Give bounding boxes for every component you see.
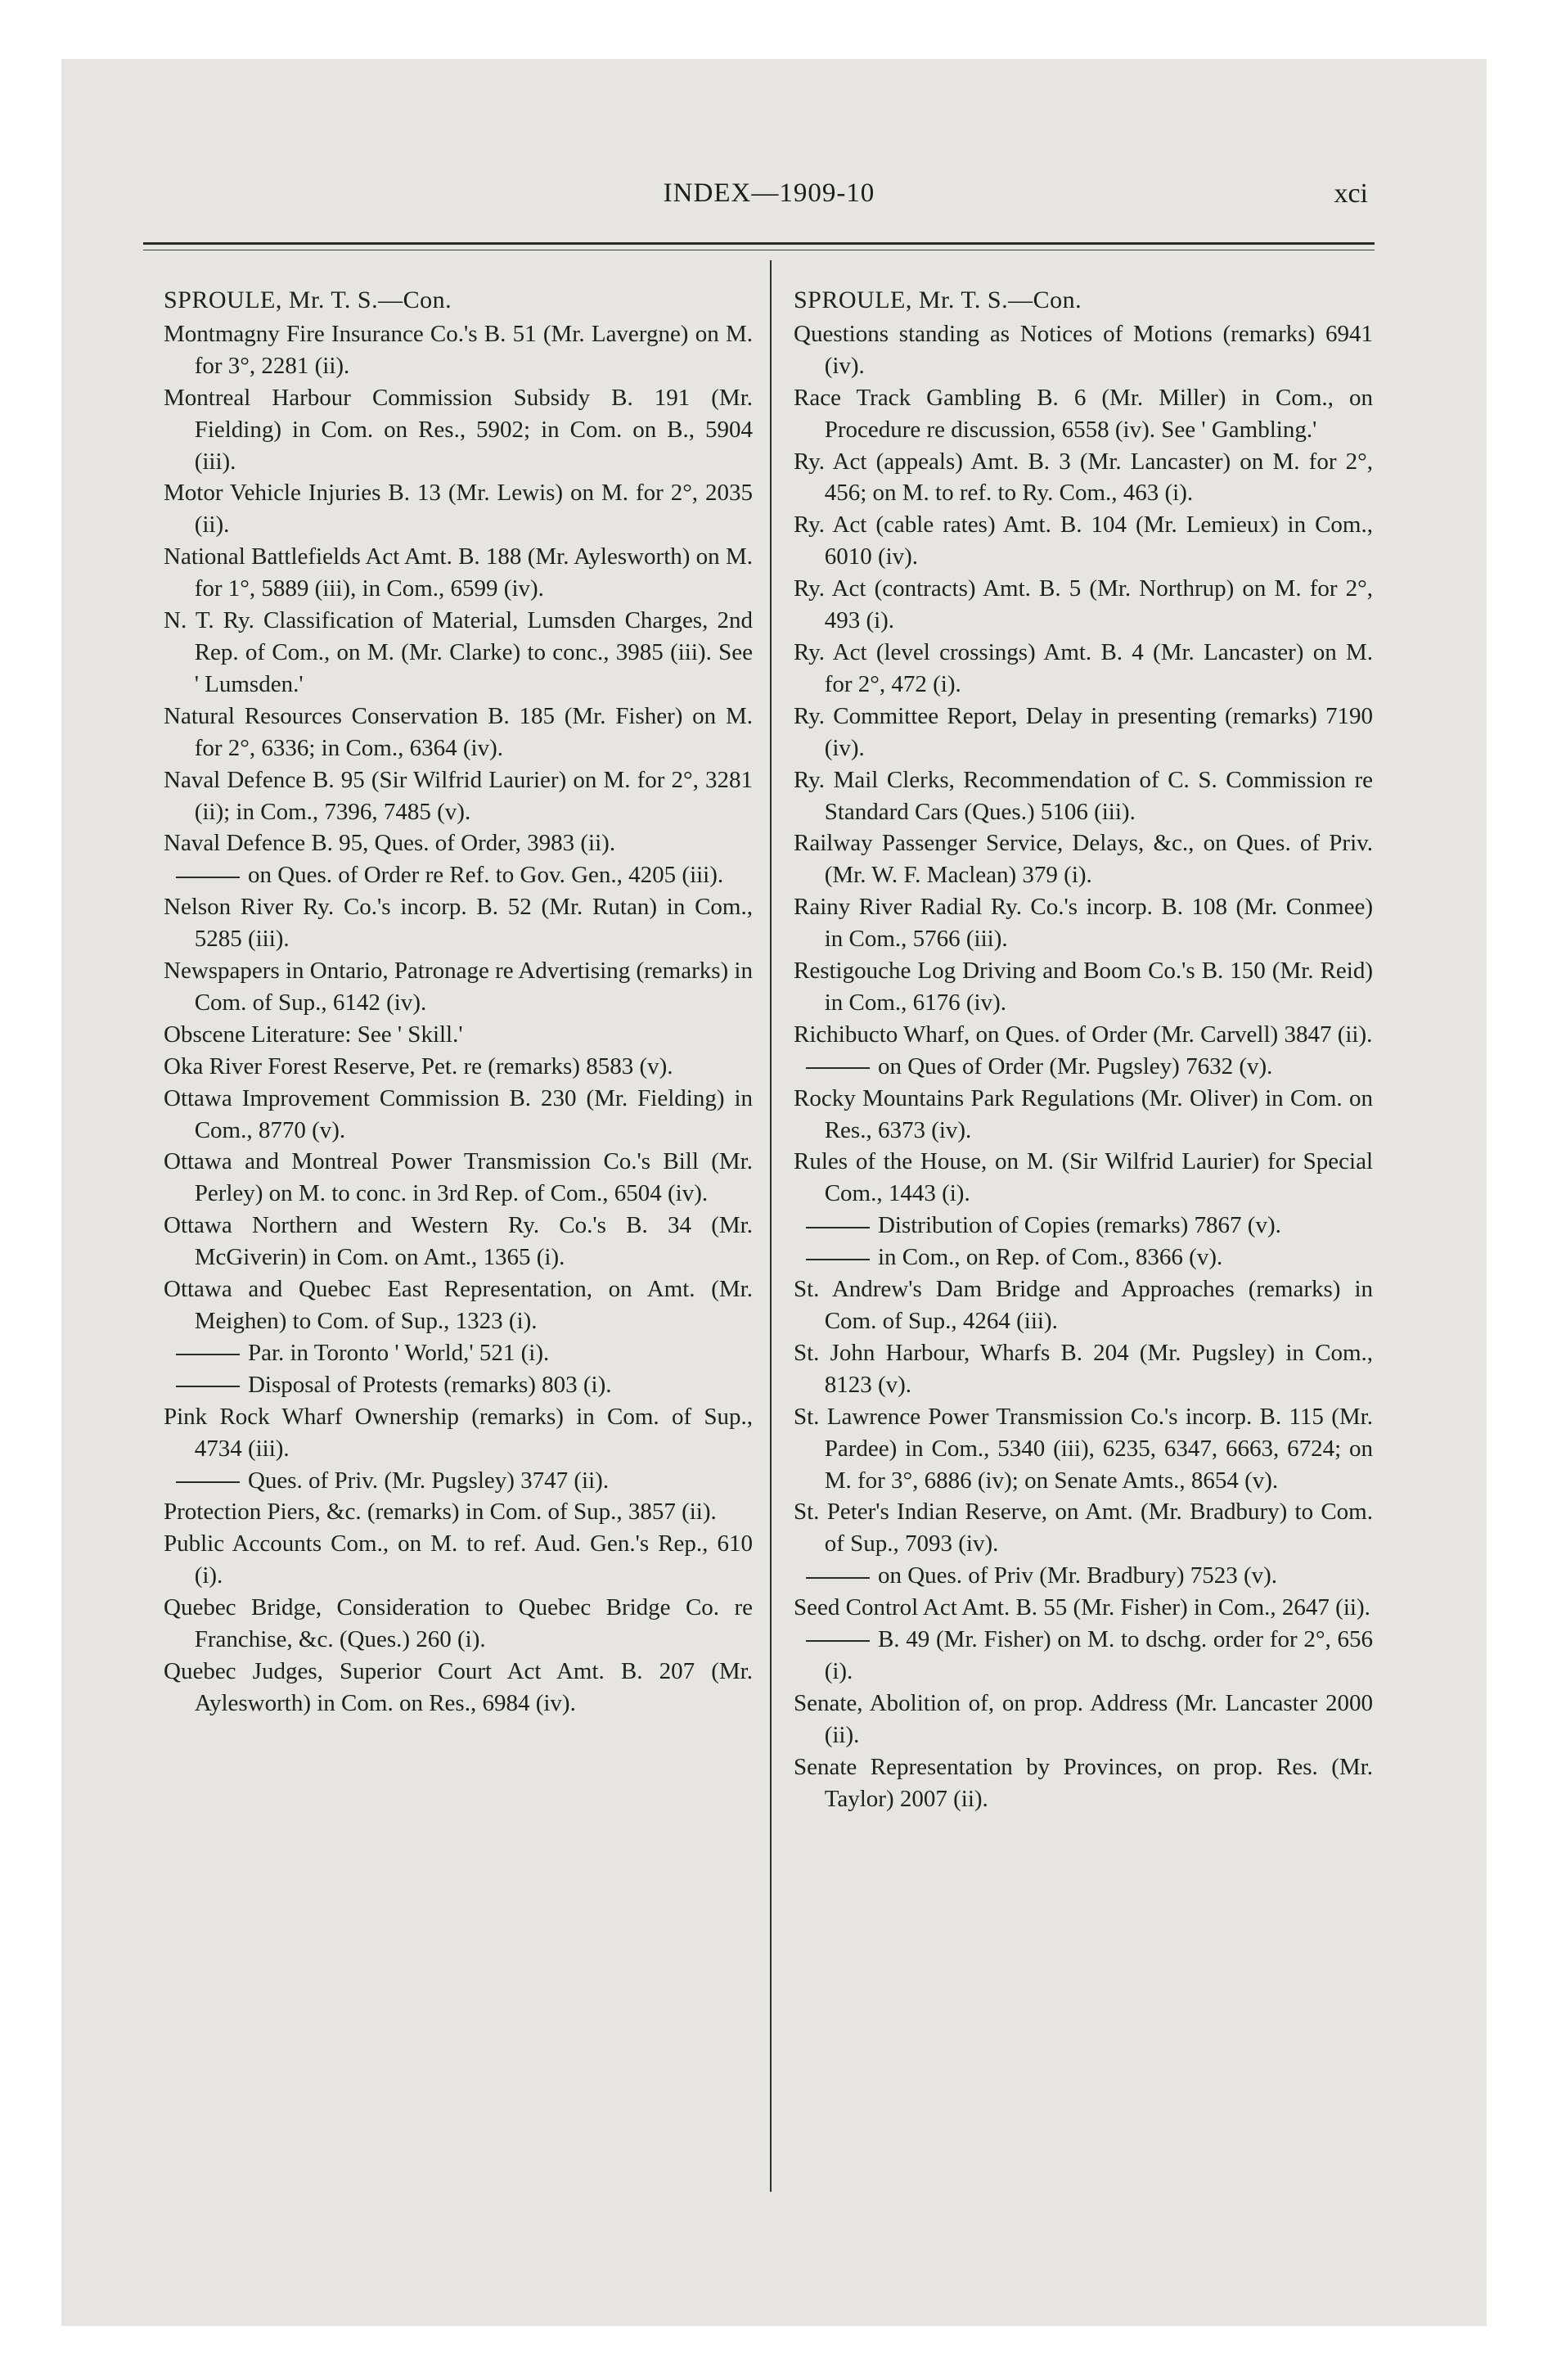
subentry-text: Par. in Toronto ' World,' 521 (i). xyxy=(247,1339,550,1366)
index-entry: Newspapers in Ontario, Patronage re Advertising (remarks) in Com. of Sup., 6142 (iv). xyxy=(164,958,753,1016)
index-entry: Protection Piers, &c. (remarks) in Com. of Sup., 3857 (ii). xyxy=(164,1499,717,1526)
continuation-dash xyxy=(176,1354,240,1355)
column-heading: SPROULE, Mr. T. S.—Con. xyxy=(794,286,1082,313)
index-entry: Ottawa and Montreal Power Transmission Co.'s Bill (Mr. Perley) on M. to conc. in 3rd Rep. of Com., 6504 (iv). xyxy=(164,1148,753,1207)
index-subentry xyxy=(164,859,753,891)
page-number: xci xyxy=(1334,178,1368,209)
subentry-text: on Ques. of Priv (Mr. Bradbury) 7523 (v). xyxy=(877,1562,1278,1589)
index-entry: Seed Control Act Amt. B. 55 (Mr. Fisher) in Com., 2647 (ii). xyxy=(794,1594,1370,1621)
index-entry: Ry. Act (contracts) Amt. B. 5 (Mr. Northrup) on M. for 2°, 493 (i). xyxy=(794,575,1373,634)
index-subentry xyxy=(164,1337,753,1369)
index-entry: Ry. Act (appeals) Amt. B. 3 (Mr. Lancaster) on M. for 2°, 456; on M. to ref. to Ry. Com., 463 (i). xyxy=(794,448,1373,507)
continuation-dash xyxy=(806,1227,870,1228)
continuation-dash xyxy=(176,1386,240,1387)
index-entry: Ry. Mail Clerks, Recommendation of C. S. Commission re Standard Cars (Ques.) 5106 (iii). xyxy=(794,766,1373,825)
index-entry: Race Track Gambling B. 6 (Mr. Miller) in Com., on Procedure re discussion, 6558 (iv). See ' Gambling.' xyxy=(794,384,1373,443)
index-entry: Ottawa Northern and Western Ry. Co.'s B. 34 (Mr. McGiverin) in Com. on Amt., 1365 (i). xyxy=(164,1212,753,1271)
subentry-text: in Com., on Rep. of Com., 8366 (v). xyxy=(877,1244,1223,1271)
continuation-dash xyxy=(806,1067,870,1069)
header-rule-thick xyxy=(143,242,1375,245)
index-entry: Questions standing as Notices of Motions (remarks) 6941 (iv). xyxy=(794,320,1373,379)
continuation-dash xyxy=(806,1577,870,1579)
index-entry: Obscene Literature: See ' Skill.' xyxy=(164,1021,463,1048)
continuation-dash xyxy=(806,1259,870,1260)
index-entry: Quebec Judges, Superior Court Act Amt. B. 207 (Mr. Aylesworth) in Com. on Res., 6984 (iv). xyxy=(164,1657,753,1716)
index-entry: Montmagny Fire Insurance Co.'s B. 51 (Mr. Lavergne) on M. for 3°, 2281 (ii). xyxy=(164,320,753,379)
column-divider xyxy=(770,260,772,2192)
index-entry: Richibucto Wharf, on Ques. of Order (Mr. Carvell) 3847 (ii). xyxy=(794,1021,1373,1048)
index-entry: Nelson River Ry. Co.'s incorp. B. 52 (Mr. Rutan) in Com., 5285 (iii). xyxy=(164,894,753,953)
running-head: INDEX—1909-10 xyxy=(663,178,875,208)
index-entry: St. Andrew's Dam Bridge and Approaches (remarks) in Com. of Sup., 4264 (iii). xyxy=(794,1276,1373,1334)
index-entry: Oka River Forest Reserve, Pet. re (remarks) 8583 (v). xyxy=(164,1053,673,1080)
continuation-dash xyxy=(176,877,240,878)
left-column xyxy=(164,285,753,1720)
index-entry: Montreal Harbour Commission Subsidy B. 191 (Mr. Fielding) in Com. on Res., 5902; in Com. on B., 5904 (iii). xyxy=(164,384,753,475)
continuation-dash xyxy=(806,1640,870,1642)
index-entry: Ry. Committee Report, Delay in presenting (remarks) 7190 (iv). xyxy=(794,702,1373,761)
index-entry: Rocky Mountains Park Regulations (Mr. Oliver) in Com. on Res., 6373 (iv). xyxy=(794,1084,1373,1143)
subentry-text: Ques. of Priv. (Mr. Pugsley) 3747 (ii). xyxy=(247,1467,610,1494)
index-subentry xyxy=(794,1624,1373,1688)
index-subentry xyxy=(794,1560,1373,1592)
index-entry: St. John Harbour, Wharfs B. 204 (Mr. Pugsley) in Com., 8123 (v). xyxy=(794,1339,1373,1398)
index-entry: Rainy River Radial Ry. Co.'s incorp. B. 108 (Mr. Conmee) in Com., 5766 (iii). xyxy=(794,894,1373,953)
index-entry: Natural Resources Conservation B. 185 (Mr. Fisher) on M. for 2°, 6336; in Com., 6364 (iv). xyxy=(164,702,753,761)
index-subentry xyxy=(164,1465,753,1497)
index-subentry xyxy=(794,1242,1373,1273)
index-entry: Naval Defence B. 95, Ques. of Order, 3983 (ii). xyxy=(164,830,616,857)
index-subentry xyxy=(794,1210,1373,1242)
index-entry: St. Peter's Indian Reserve, on Amt. (Mr. Bradbury) to Com. of Sup., 7093 (iv). xyxy=(794,1499,1373,1557)
index-entry: St. Lawrence Power Transmission Co.'s incorp. B. 115 (Mr. Pardee) in Com., 5340 (iii), 6235, 6347, 6663, 6724; on M. for 3°, 6886 (iv); on Senate Amts., 8654 (v). xyxy=(794,1403,1373,1494)
index-subentry xyxy=(794,1051,1373,1083)
subentry-text: on Ques of Order (Mr. Pugsley) 7632 (v). xyxy=(877,1053,1273,1080)
right-column xyxy=(794,285,1373,1815)
subentry-text: on Ques. of Order re Ref. to Gov. Gen., 4205 (iii). xyxy=(247,862,724,889)
subentry-text: Disposal of Protests (remarks) 803 (i). xyxy=(247,1371,612,1398)
index-entry: Railway Passenger Service, Delays, &c., on Ques. of Priv. (Mr. W. F. Maclean) 379 (i). xyxy=(794,830,1373,889)
subentry-text: B. 49 (Mr. Fisher) on M. to dschg. order for 2°, 656 (i). xyxy=(824,1626,1373,1684)
page-header xyxy=(164,178,1375,228)
index-entry: Senate Representation by Provinces, on prop. Res. (Mr. Taylor) 2007 (ii). xyxy=(794,1753,1373,1812)
index-entry: Ottawa Improvement Commission B. 230 (Mr. Fielding) in Com., 8770 (v). xyxy=(164,1084,753,1143)
index-entry: Quebec Bridge, Consideration to Quebec Bridge Co. re Franchise, &c. (Ques.) 260 (i). xyxy=(164,1594,753,1653)
index-entry: N. T. Ry. Classification of Material, Lumsden Charges, 2nd Rep. of Com., on M. (Mr. Clarke) to conc., 3985 (iii). See ' Lumsden.' xyxy=(164,607,753,697)
index-entry: Senate, Abolition of, on prop. Address (Mr. Lancaster 2000 (ii). xyxy=(794,1689,1373,1748)
subentry-text: Distribution of Copies (remarks) 7867 (v). xyxy=(877,1212,1281,1239)
index-entry: National Battlefields Act Amt. B. 188 (Mr. Aylesworth) on M. for 1°, 5889 (iii), in Com., 6599 (iv). xyxy=(164,543,753,602)
index-entry: Ry. Act (level crossings) Amt. B. 4 (Mr. Lancaster) on M. for 2°, 472 (i). xyxy=(794,638,1373,697)
continuation-dash xyxy=(176,1481,240,1483)
index-entry: Motor Vehicle Injuries B. 13 (Mr. Lewis) on M. for 2°, 2035 (ii). xyxy=(164,480,753,539)
index-entry: Naval Defence B. 95 (Sir Wilfrid Laurier) on M. for 2°, 3281 (ii); in Com., 7396, 7485 (v). xyxy=(164,766,753,825)
index-entry: Ottawa and Quebec East Representation, on Amt. (Mr. Meighen) to Com. of Sup., 1323 (i). xyxy=(164,1276,753,1334)
index-entry: Pink Rock Wharf Ownership (remarks) in Com. of Sup., 4734 (iii). xyxy=(164,1403,753,1462)
index-entry: Restigouche Log Driving and Boom Co.'s B. 150 (Mr. Reid) in Com., 6176 (iv). xyxy=(794,958,1373,1016)
index-entry: Rules of the House, on M. (Sir Wilfrid Laurier) for Special Com., 1443 (i). xyxy=(794,1148,1373,1207)
index-subentry xyxy=(164,1369,753,1401)
index-entry: Public Accounts Com., on M. to ref. Aud. Gen.'s Rep., 610 (i). xyxy=(164,1530,753,1589)
index-entry: Ry. Act (cable rates) Amt. B. 104 (Mr. Lemieux) in Com., 6010 (iv). xyxy=(794,512,1373,570)
column-heading: SPROULE, Mr. T. S.—Con. xyxy=(164,286,452,313)
